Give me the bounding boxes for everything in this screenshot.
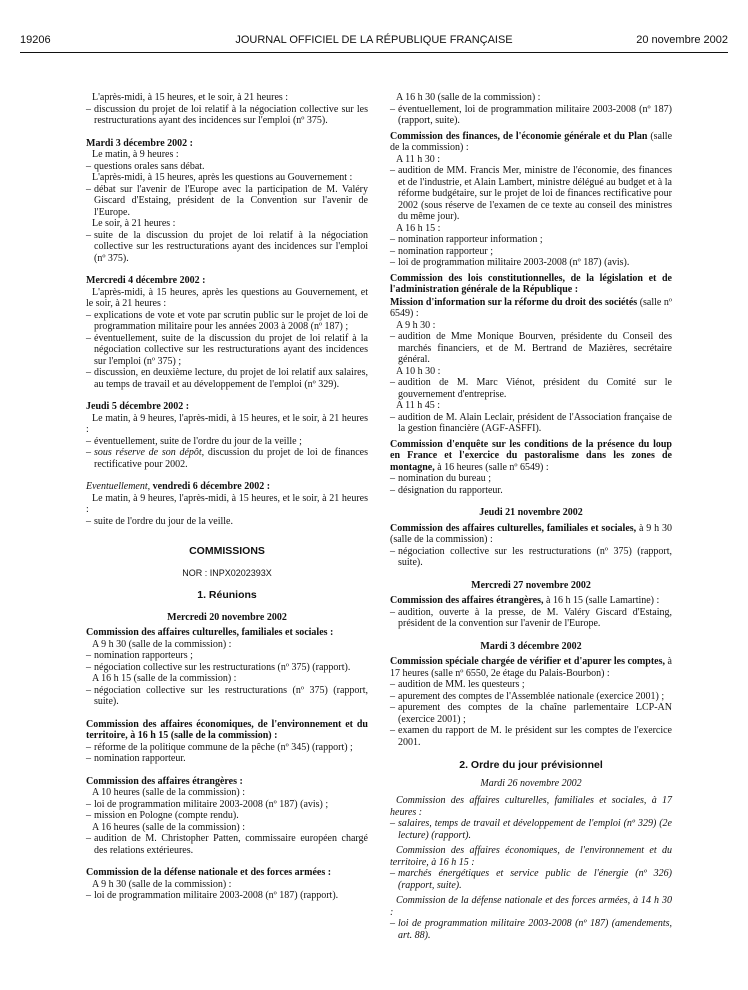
commission-location: à 16 heures (salle nº 6549) : — [434, 461, 549, 473]
session-list — [86, 516, 368, 528]
list-item: – nomination rapporteurs ; — [86, 650, 368, 662]
commission-name: Commission de la défense nationale et des forces armées, à 14 h 30 : — [390, 895, 672, 918]
right-column — [390, 92, 672, 941]
commission-title: Commission spéciale chargée de vérifier et d'apurer les comptes, — [390, 656, 666, 667]
time-slot: A 16 heures (salle de la commission) : — [92, 821, 246, 833]
agenda-list — [86, 799, 368, 822]
time-slot: A 11 h 45 : — [396, 400, 441, 411]
agenda-list — [390, 331, 672, 366]
list-item: – examen du rapport de M. le président sur les comptes de l'exercice 2001. — [390, 725, 672, 748]
agenda-list — [390, 546, 672, 569]
intro-lead: L'après-midi, à 15 heures, et le soir, à 21 heures : — [92, 92, 289, 103]
list-item: – loi de programmation militaire 2003-2008 (nº 187) (avis) ; — [86, 799, 368, 811]
list-item: – suite de l'ordre du jour de la veille. — [86, 516, 368, 528]
list-item: – loi de programmation militaire 2003-2008 (nº 187) (rapport). — [86, 890, 368, 902]
agenda-list — [390, 868, 672, 891]
time-slot: A 16 h 30 (salle de la commission) : — [396, 92, 541, 103]
commission-name — [390, 439, 672, 474]
section-reunions: 1. Réunions — [197, 589, 257, 601]
day-heading-mercredi-4: Mercredi 4 décembre 2002 : — [86, 275, 206, 286]
agenda-list — [86, 650, 368, 673]
list-item: – négociation collective sur les restructurations (nº 375) (rapport, suite). — [390, 546, 672, 569]
mission-name — [390, 297, 672, 320]
session-list — [86, 161, 368, 173]
page-header — [20, 34, 728, 50]
commission-location: (salle de la commission) : — [390, 130, 673, 153]
session-lead: L'après-midi, à 15 heures, après les questions au Gouvernement, et le soir, à 21 heures : — [86, 286, 368, 309]
list-item: – nomination rapporteur information ; — [390, 234, 672, 246]
list-item: – désignation du rapporteur. — [390, 485, 672, 497]
session-lead: Le soir, à 21 heures : — [92, 218, 176, 229]
list-item: – discussion du projet de loi relatif à la négociation collective sur les restructurations ayant des incidences sur l'emploi (nº 375). — [86, 104, 368, 127]
time-slot: A 9 h 30 (salle de la commission) : — [92, 878, 232, 890]
nor-reference: NOR : INPX0202393X — [182, 567, 272, 578]
list-item: – apurement des comptes de l'Assemblée nationale (exercice 2001) ; — [390, 691, 672, 703]
session-lead: Le matin, à 9 heures : — [92, 149, 179, 160]
list-item: – discussion, en deuxième lecture, du projet de loi relatif aux salaires, au temps de travail et au développement de l'emploi (nº 329). — [86, 367, 368, 390]
commission-title: Commission des affaires culturelles, familiales et sociales, — [390, 522, 637, 534]
day-heading-vendredi-6 — [86, 481, 368, 493]
commission-name — [390, 131, 672, 154]
agenda-list — [390, 473, 672, 496]
list-item: – explications de vote et vote par scrutin public sur le projet de loi de programmation militaire pour les années 2003 à 2008 (nº 187) ; — [86, 310, 368, 333]
day-heading-jeudi-5: Jeudi 5 décembre 2002 : — [86, 401, 190, 412]
list-item: – réforme de la politique commune de la pêche (nº 345) (rapport) ; — [86, 742, 368, 754]
time-slot: A 10 heures (salle de la commission) : — [92, 787, 246, 798]
list-item: – nomination rapporteur. — [86, 753, 368, 765]
commission-name: Commission des lois constitutionnelles, de la législation et de l'administration générale de la République : — [390, 272, 672, 295]
list-item: – négociation collective sur les restructurations (nº 375) (rapport, suite). — [86, 685, 368, 708]
commission-name: Commission des affaires culturelles, familiales et sociales, à 17 heures : — [390, 795, 672, 818]
agenda-list — [390, 918, 672, 941]
time-slot: A 9 h 30 : — [396, 319, 436, 331]
list-item: – salaires, temps de travail et développement de l'emploi (nº 329) (2e lecture) (rapport). — [390, 818, 672, 841]
session-list — [86, 310, 368, 391]
list-item: – loi de programmation militaire 2003-2008 (nº 187) (avis). — [390, 257, 672, 269]
list-item: – négociation collective sur les restructurations (nº 375) (rapport). — [86, 662, 368, 674]
list-item: – audition de M. Alain Leclair, président de l'Association française de la gestion financière (AGF-ASFFI). — [390, 412, 672, 435]
day-heading-mardi-3: Mardi 3 décembre 2002 : — [86, 137, 194, 149]
agenda-list — [390, 165, 672, 223]
header-rule — [20, 52, 728, 53]
commission-name: Commission des affaires économiques, de l'environnement et du territoire, à 16 h 15 (salle de la commission) : — [86, 718, 368, 741]
time-slot: A 16 h 15 : — [396, 222, 441, 234]
commissions-title: COMMISSIONS — [189, 545, 265, 557]
heading-text: vendredi 6 décembre 2002 : — [150, 481, 271, 492]
time-slot: A 9 h 30 (salle de la commission) : — [92, 638, 232, 650]
time-slot: A 11 h 30 : — [396, 153, 441, 165]
mission-location: (salle nº 6549) : — [390, 296, 672, 319]
list-item: – éventuellement, loi de programmation militaire 2003-2008 (nº 187) (rapport, suite). — [390, 104, 672, 127]
meeting-date: Jeudi 21 novembre 2002 — [479, 507, 583, 518]
list-item: – nomination du bureau ; — [390, 473, 672, 485]
session-lead: L'après-midi, à 15 heures, après les questions au Gouvernement : — [92, 172, 353, 183]
agenda-list — [86, 833, 368, 856]
session-list — [86, 184, 368, 219]
list-item — [86, 447, 368, 470]
commission-location: à 9 h 30 (salle de la commission) : — [390, 522, 672, 545]
commission-location: à 16 h 15 (salle Lamartine) : — [543, 595, 660, 606]
section-ordre-du-jour: 2. Ordre du jour prévisionnel — [459, 759, 603, 771]
time-slot: A 10 h 30 : — [396, 365, 441, 377]
agenda-list — [390, 818, 672, 841]
list-item: – apurement des comptes de la chaîne parlementaire LCP-AN (exercice 2001) ; — [390, 702, 672, 725]
left-column — [86, 92, 368, 902]
commission-title: Commission des finances, de l'économie générale et du Plan — [390, 130, 648, 142]
commission-title: Commission d'enquête sur les conditions de la présence du loup en France et l'exercice du pastoralisme dans les zones de montagne, — [390, 438, 672, 473]
meeting-date: Mercredi 20 novembre 2002 — [167, 611, 287, 623]
list-item: – audition de MM. Francis Mer, ministre de l'économie, des finances et de l'industrie, et Alain Lambert, ministre délégué au budget et à la réforme budgétaire, sur le projet de loi de finances rectificative pour 2002 (sous réserve de l'examen de ce texte au conseil des ministres du même jour). — [390, 165, 672, 223]
commission-location: à 17 heures (salle nº 6550, 2e étage du Palais-Bourbon) : — [390, 656, 672, 679]
commission-name — [390, 595, 672, 607]
meeting-date: Mardi 3 décembre 2002 — [480, 640, 582, 652]
item-text: discussion du projet de loi de finances rectificative pour 2002. — [94, 447, 368, 470]
mission-title: Mission d'information sur la réforme du droit des sociétés — [390, 296, 638, 308]
commission-name — [390, 656, 672, 679]
commission-name: Commission de la défense nationale et des forces armées : — [86, 867, 332, 878]
agenda-list — [390, 607, 672, 630]
agenda-list — [390, 234, 672, 269]
commission-name: Commission des affaires culturelles, familiales et sociales : — [86, 627, 334, 638]
list-item: – audition de M. Marc Viénot, président du Comité sur le gouvernement d'entreprise. — [390, 377, 672, 400]
agenda-list — [390, 679, 672, 748]
session-list — [86, 230, 368, 265]
list-item: – éventuellement, suite de l'ordre du jour de la veille ; — [86, 436, 368, 448]
list-item: – questions orales sans débat. — [86, 161, 368, 173]
agenda-list — [390, 412, 672, 435]
list-item: – loi de programmation militaire 2003-2008 (nº 187) (amendements, art. 88). — [390, 918, 672, 941]
intro-list — [86, 104, 368, 127]
list-item: – audition de M. Christopher Patten, commissaire européen chargé des relations extérieures. — [86, 833, 368, 856]
commission-name: Commission des affaires étrangères : — [86, 775, 243, 787]
page-number: 19206 — [20, 34, 51, 46]
agenda-list — [86, 742, 368, 765]
session-lead: Le matin, à 9 heures, l'après-midi, à 15 heures, et le soir, à 21 heures : — [86, 412, 368, 435]
session-list — [86, 436, 368, 471]
meeting-date: Mardi 26 novembre 2002 — [480, 777, 582, 789]
list-item: – mission en Pologne (compte rendu). — [86, 810, 368, 822]
commission-name: Commission des affaires économiques, de l'environnement et du territoire, à 16 h 15 : — [390, 845, 672, 868]
journal-title: JOURNAL OFFICIEL DE LA RÉPUBLIQUE FRANÇAISE — [235, 34, 513, 46]
agenda-list — [390, 104, 672, 127]
list-item: – audition de MM. les questeurs ; — [390, 679, 672, 691]
list-item: – nomination rapporteur ; — [390, 246, 672, 258]
meeting-date: Mercredi 27 novembre 2002 — [471, 579, 591, 591]
list-item: – audition, ouverte à la presse, de M. Valéry Giscard d'Estaing, président de la convention sur l'avenir de l'Europe. — [390, 607, 672, 630]
list-item: – marchés énergétiques et service public de l'énergie (nº 326) (rapport, suite). — [390, 868, 672, 891]
commission-title: Commission des affaires étrangères, — [390, 595, 544, 606]
list-item: – débat sur l'avenir de l'Europe avec la participation de M. Valéry Giscard d'Estaing, président de la Convention sur l'avenir de l'Europe. — [86, 184, 368, 219]
agenda-list — [86, 890, 368, 902]
session-lead: Le matin, à 9 heures, l'après-midi, à 15 heures, et le soir, à 21 heures : — [86, 492, 368, 515]
time-slot: A 16 h 15 (salle de la commission) : — [92, 673, 237, 684]
list-item: – éventuellement, suite de la discussion du projet de loi relatif à la négociation collective sur les restructurations ayant des incidences sur l'emploi (nº 375) ; — [86, 333, 368, 368]
italic-note: sous réserve de son dépôt, — [94, 447, 205, 458]
list-item: – suite de la discussion du projet de loi relatif à la négociation collective sur les restructurations ayant des incidences sur l'emploi (nº 375). — [86, 230, 368, 265]
agenda-list — [390, 377, 672, 400]
issue-date: 20 novembre 2002 — [636, 34, 728, 46]
italic-note: Eventuellement, — [86, 481, 151, 492]
list-item: – audition de Mme Monique Bourven, présidente du Conseil des marchés financiers, et de M. Bertrand de Mazières, secrétaire général. — [390, 331, 672, 366]
agenda-list — [86, 685, 368, 708]
commission-name — [390, 523, 672, 546]
